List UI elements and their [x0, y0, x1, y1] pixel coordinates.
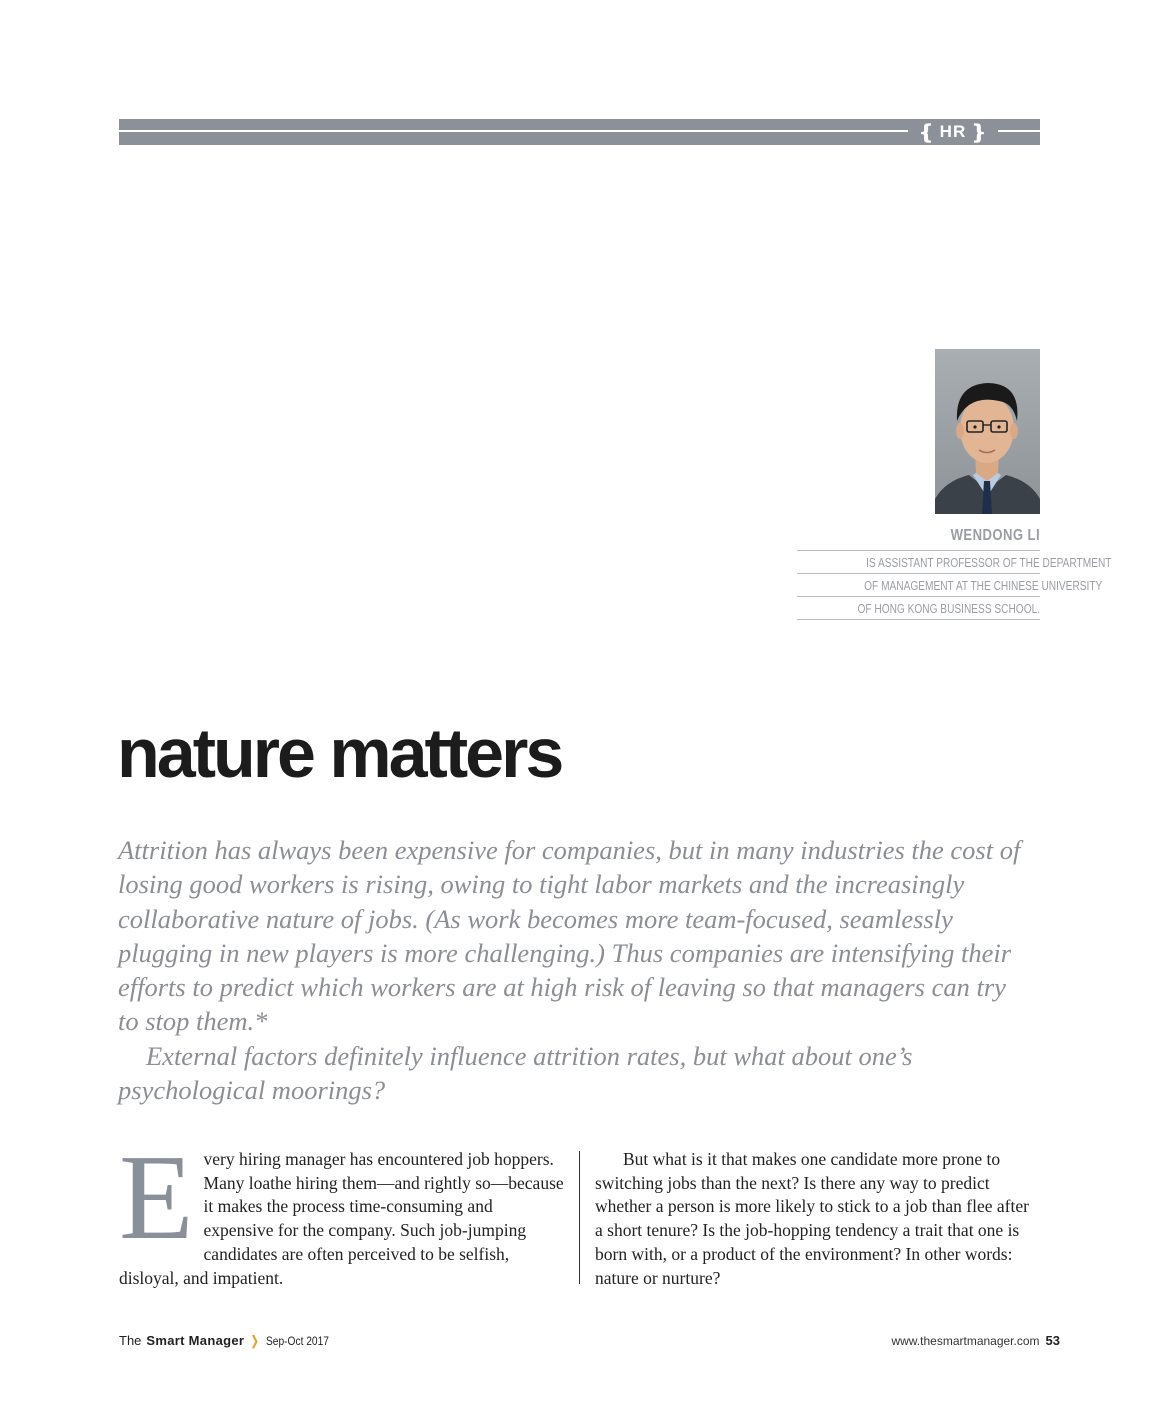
footer-the: The — [119, 1333, 142, 1348]
footer-website: www.thesmartmanager.com — [891, 1334, 1040, 1348]
body-paragraph: very hiring manager has encountered job hoppers. Many loathe hiring them—and rightly so—because it makes the process time-consuming and expensive for the company. Such job-jumping candidates are often perceived to be selfish, disloyal, and impatient. — [119, 1149, 564, 1288]
deck-paragraph: External factors definitely influence attrition rates, but what about one’s psychological moorings? — [118, 1040, 913, 1106]
author-bio — [797, 550, 1112, 620]
article-deck — [118, 833, 1023, 1107]
footer-page-info — [891, 1333, 1060, 1348]
author-name: WENDONG LI — [950, 527, 1040, 544]
drop-cap: E — [119, 1130, 194, 1265]
page-number: 53 — [1045, 1333, 1060, 1348]
article-headline: nature matters — [117, 714, 562, 792]
section-open-bracket: ❴ — [917, 121, 936, 144]
footer-magazine-name: Smart Manager — [146, 1333, 245, 1348]
section-bar-band-top — [119, 119, 1040, 130]
footer-magazine-info — [119, 1333, 340, 1349]
footer-issue-date: Sep-Oct 2017 — [266, 1334, 330, 1348]
section-close-bracket: ❵ — [970, 121, 988, 144]
body-column-left — [119, 1130, 564, 1290]
section-header-bar — [119, 119, 1040, 145]
deck-paragraph: Attrition has always been expensive for companies, but in many industries the cost of losing good workers is rising, owing to tight labor markets and the increasingly collaborative nature of jobs. (As work becomes more team-focused, seamlessly plugging in new players is more challenging.) Thus companies are intensifying their efforts to predict which workers are at high risk of leaving so that managers can try to stop them.* — [118, 835, 1021, 1037]
author-photo — [935, 349, 1040, 514]
author-portrait-icon — [935, 349, 1040, 514]
section-label: HR — [939, 122, 967, 141]
footer-chevron-icon: ❭ — [249, 1333, 261, 1348]
author-bio-line: OF HONG KONG BUSINESS SCHOOL. — [797, 596, 1040, 620]
body-column-right — [595, 1148, 1040, 1290]
column-divider — [579, 1151, 580, 1284]
author-bio-line: IS ASSISTANT PROFESSOR OF THE DEPARTMENT — [797, 550, 1040, 573]
section-bar-band-bottom — [119, 132, 1040, 145]
author-bio-line: OF MANAGEMENT AT THE CHINESE UNIVERSITY — [797, 573, 1040, 596]
body-paragraph: But what is it that makes one candidate more prone to switching jobs than the next? Is there any way to predict whether a person is more likely to stick to a job than flee after a short tenure? Is the job-hopping tendency a trait that one is born with, or a product of the environment? In other words: nature or nurture? — [595, 1149, 1029, 1288]
section-tag — [908, 119, 998, 145]
